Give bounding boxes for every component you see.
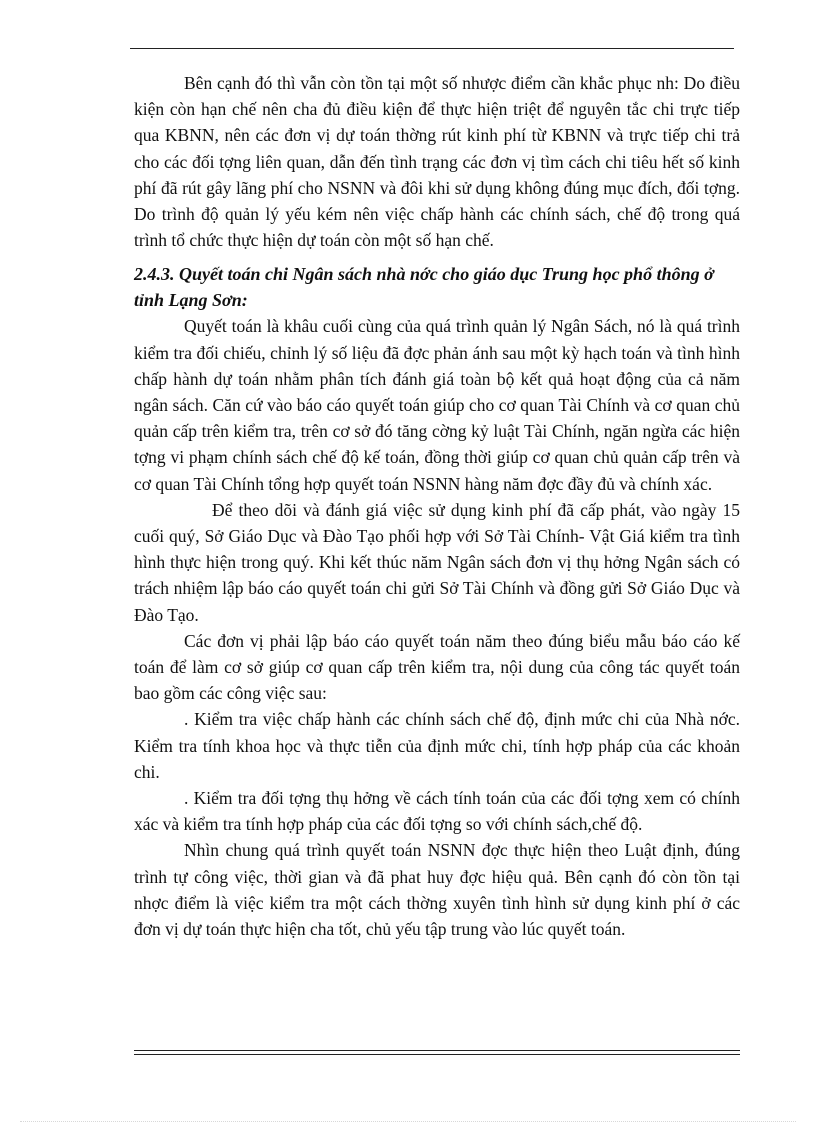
footer-rule: [134, 1050, 740, 1055]
header-rule: [130, 48, 734, 49]
document-body: [134, 70, 740, 942]
paragraph-reporting: Các đơn vị phải lập báo cáo quyết toán năm theo đúng biểu mẫu báo cáo kế toán để làm cơ sở giúp cơ quan cấp trên kiểm tra, nội dung của công tác quyết toán bao gồm các công việc sau:: [134, 630, 740, 704]
paragraph-summary: Nhìn chung quá trình quyết toán NSNN đợc thực hiện theo Luật định, đúng trình tự công việc, thời gian và đã phat huy đợc hiệu quả. Bên cạnh đó còn tồn tại nhợc điểm là việc kiểm tra một cách thờng xuyên tình hình sử dụng kinh phí ở các đơn vị dự toán thực hiện cha tốt, chủ yếu tập trung vào lúc quyết toán.: [134, 840, 740, 940]
section-heading: 2.4.3. Quyết toán chi Ngân sách nhà nớc cho giáo dục Trung học phổ thông ở tỉnh Lạng Sơn:: [134, 264, 714, 311]
page-edge-divider: [20, 1121, 796, 1122]
paragraph-settlement-definition: Quyết toán là khâu cuối cùng của quá trình quản lý Ngân Sách, nó là quá trình kiểm tra đối chiếu, chỉnh lý số liệu đã đợc phản ánh sau một kỳ hạch toán và tình hình chấp hành dự toán nhằm phân tích đánh giá toàn bộ kết quả hoạt động của cả năm ngân sách. Căn cứ vào báo cáo quyết toán giúp cho cơ quan Tài Chính và cơ quan chủ quản cấp trên kiểm tra, trên cơ sở đó tăng cờng kỷ luật Tài Chính, ngăn ngừa các hiện tợng vi phạm chính sách chế độ kế toán, đồng thời giúp cơ quan chủ quản cấp trên và cơ quan Tài Chính tổng hợp quyết toán NSNN hàng năm đợc đầy đủ và chính xác.: [134, 316, 740, 494]
paragraph-weaknesses: Bên cạnh đó thì vẫn còn tồn tại một số nhược điểm cần khắc phục nh: Do điều kiện còn hạn chế nên cha đủ điều kiện để thực hiện triệt để nguyên tắc chi trực tiếp qua KBNN, nên các đơn vị dự toán thờng rút kinh phí từ KBNN và trực tiếp chi trả cho các đối tợng liên quan, dẫn đến tình trạng các đơn vị tìm cách chi tiêu hết số kinh phí đã rút gây lãng phí cho NSNN và đôi khi sử dụng không đúng mục đích, đối tợng. Do trình độ quản lý yếu kém nên việc chấp hành các chính sách, chế độ trong quá trình tổ chức thực hiện dự toán còn một số hạn chế.: [134, 73, 740, 251]
list-item: . Kiểm tra việc chấp hành các chính sách chế độ, định mức chi của Nhà nớc. Kiểm tra tính khoa học và thực tiễn của định mức chi, tính hợp pháp của các khoản chi.: [134, 709, 740, 782]
list-item: . Kiểm tra đối tợng thụ hởng về cách tính toán của các đối tợng xem có chính xác và kiểm tra tính hợp pháp của các đối tợng so với chính sách,chế độ.: [134, 788, 740, 835]
paragraph-quarterly-check: Để theo dõi và đánh giá việc sử dụng kinh phí đã cấp phát, vào ngày 15 cuối quý, Sở Giáo Dục và Đào Tạo phối hợp với Sở Tài Chính- Vật Giá kiểm tra tình hình thực hiện trong quý. Khi kết thúc năm Ngân sách đơn vị thụ hởng Ngân sách có trách nhiệm lập báo cáo quyết toán chi gửi Sở Tài Chính và đồng gửi Sở Giáo Dục và Đào Tạo.: [134, 499, 740, 625]
